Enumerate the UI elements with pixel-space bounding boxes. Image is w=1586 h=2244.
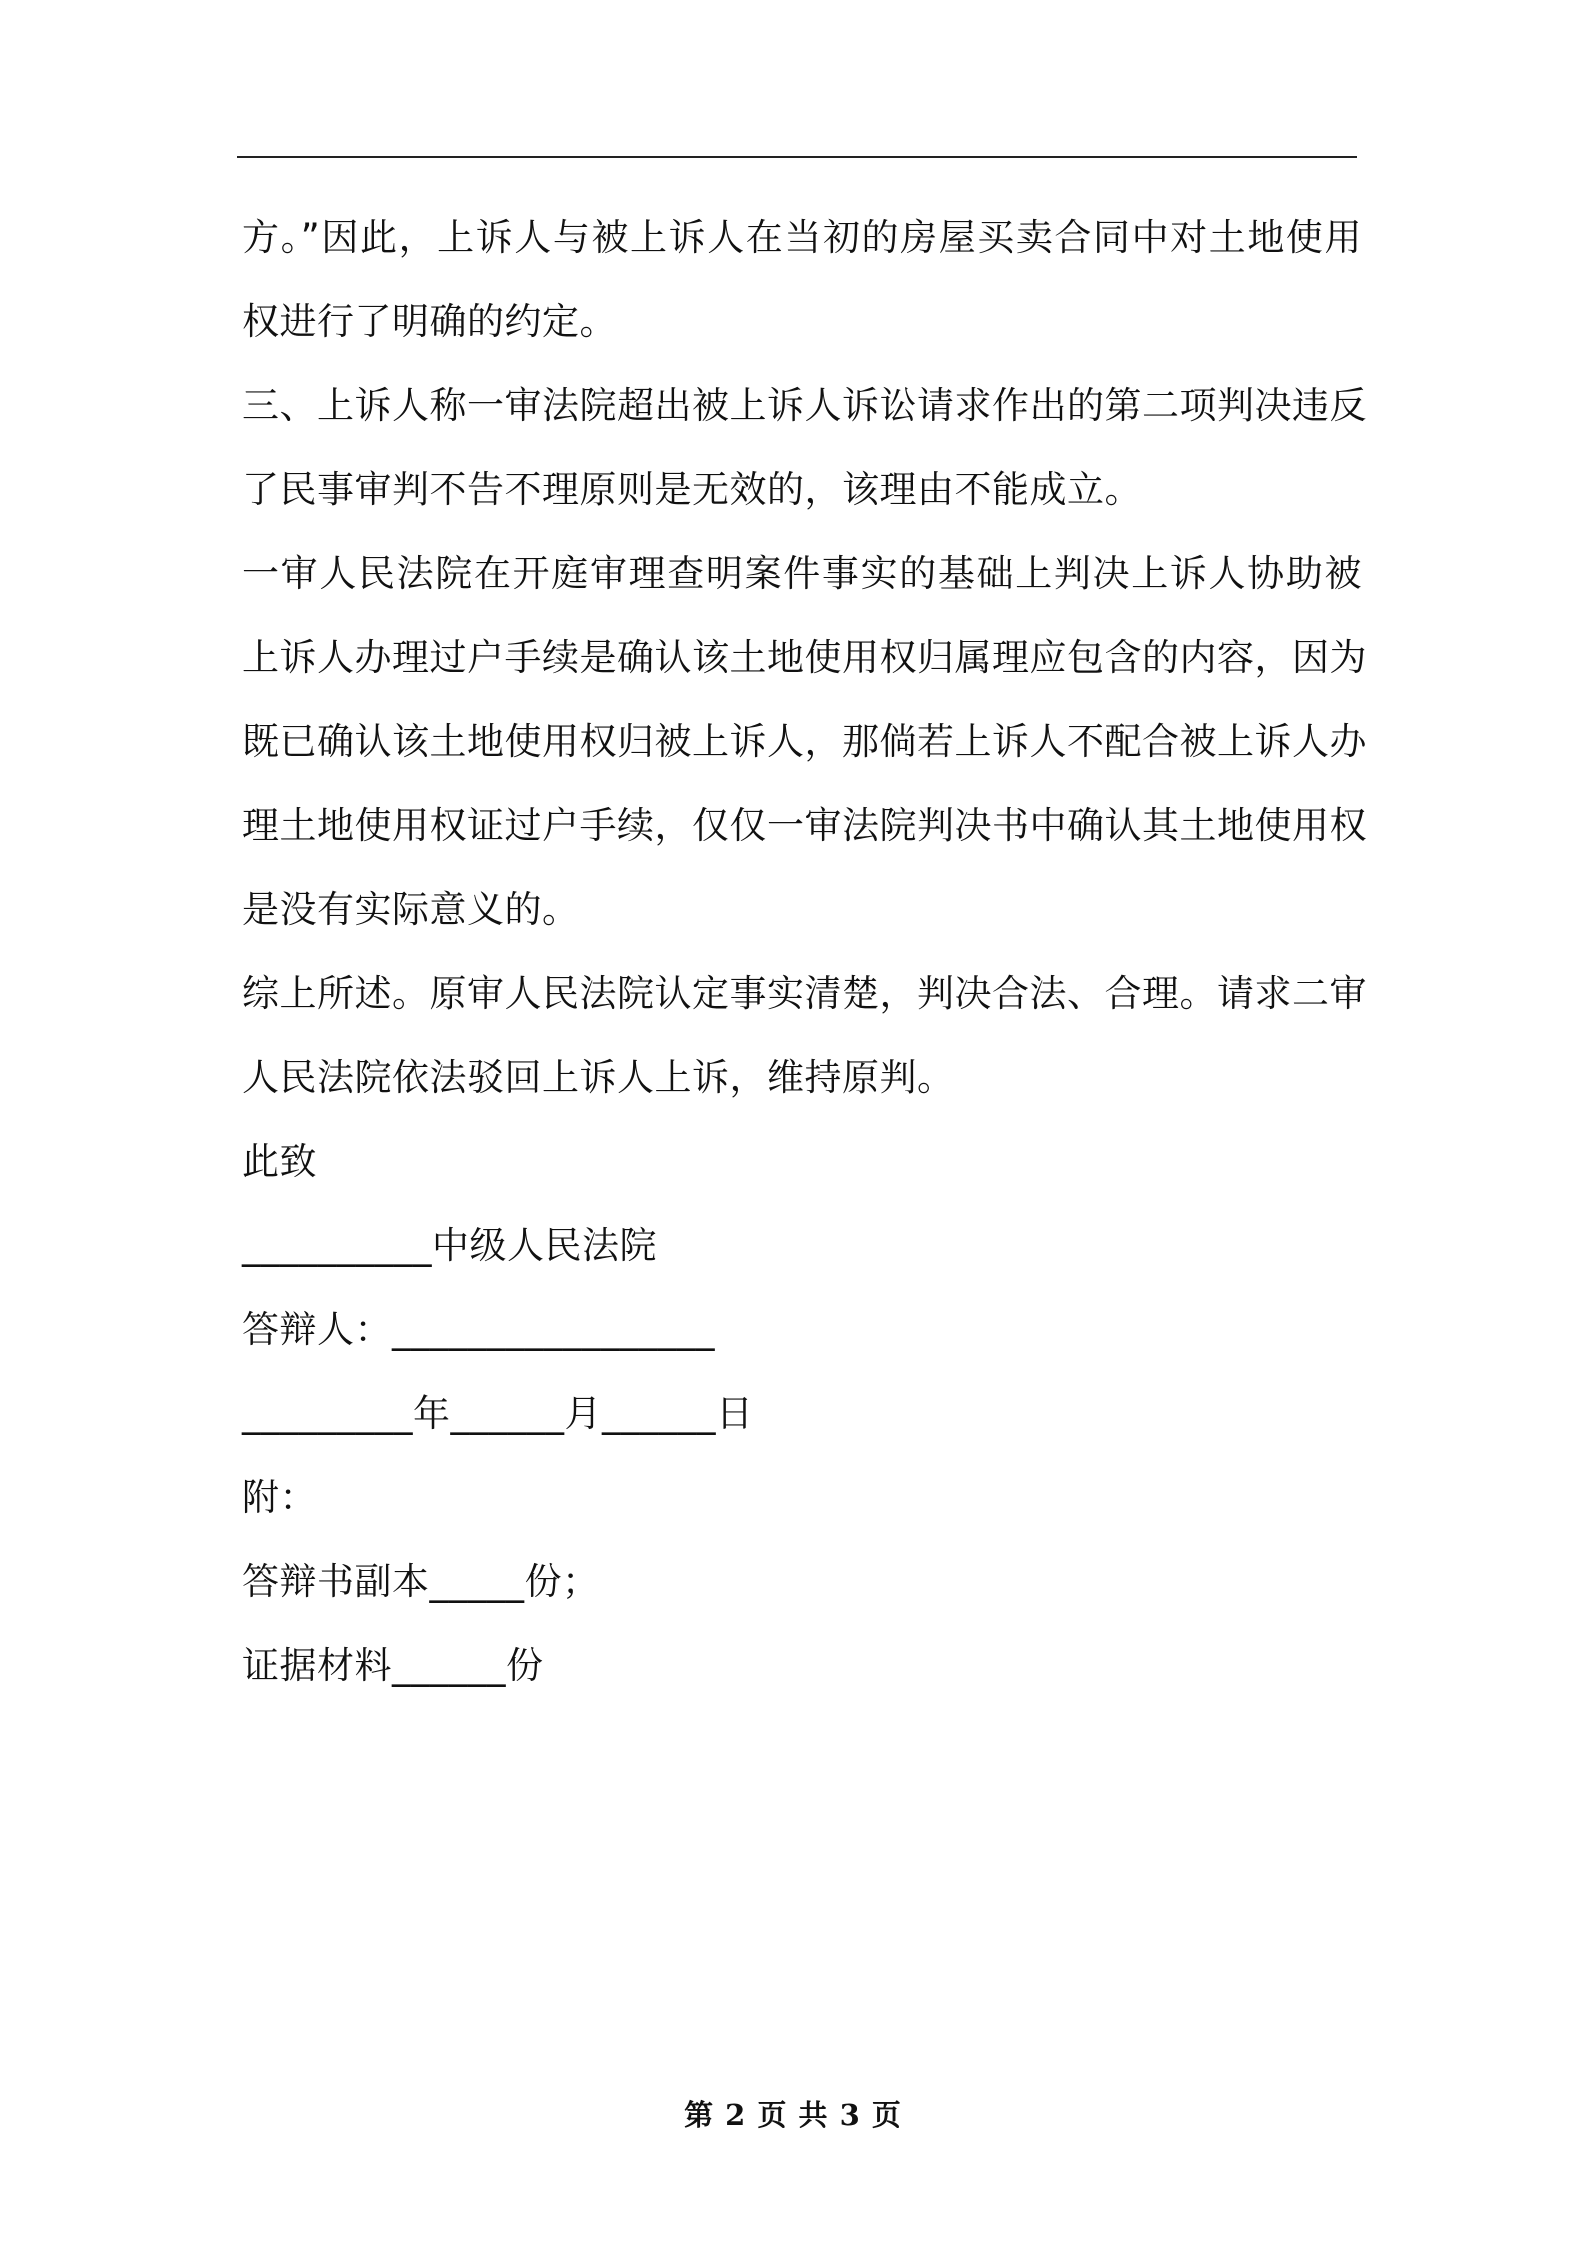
paragraph-line: 了民事审判不告不理原则是无效的，该理由不能成立。: [242, 468, 1142, 511]
paragraph-line: 三、上诉人称一审法院超出被上诉人诉讼请求作出的第二项判决违反: [242, 384, 1367, 427]
document-body: [242, 196, 1367, 1708]
paragraph-line: 人民法院依法驳回上诉人上诉，维持原判。: [242, 1056, 955, 1099]
respondent-signature-blank: 答辩人：_________________: [242, 1308, 715, 1351]
paragraph-line: 方。”因此，上诉人与被上诉人在当初的房屋买卖合同中对土地使用: [242, 216, 1362, 259]
attachment-label: 附：: [242, 1476, 317, 1519]
paragraph-line: 既已确认该土地使用权归被上诉人，那倘若上诉人不配合被上诉人办: [242, 720, 1367, 763]
court-name-blank: __________中级人民法院: [242, 1224, 657, 1267]
paragraph-line: 权进行了明确的约定。: [242, 300, 617, 343]
paragraph-line: 理土地使用权证过户手续，仅仅一审法院判决书中确认其土地使用权: [242, 804, 1367, 847]
date-blank: _________年______月______日: [242, 1392, 754, 1435]
paragraph-line: 综上所述。原审人民法院认定事实清楚，判决合法、合理。请求二审: [242, 972, 1367, 1015]
paragraph-line: 是没有实际意义的。: [242, 888, 580, 931]
salutation: 此致: [242, 1140, 317, 1183]
attachment-item: 答辩书副本_____份；: [242, 1560, 600, 1603]
header-rule: [237, 156, 1357, 158]
paragraph-line: 一审人民法院在开庭审理查明案件事实的基础上判决上诉人协助被: [242, 552, 1362, 595]
attachment-item: 证据材料______份: [242, 1644, 544, 1687]
page-number: 第 2 页 共 3 页: [684, 2098, 902, 2132]
paragraph-line: 上诉人办理过户手续是确认该土地使用权归属理应包含的内容，因为: [242, 636, 1367, 679]
